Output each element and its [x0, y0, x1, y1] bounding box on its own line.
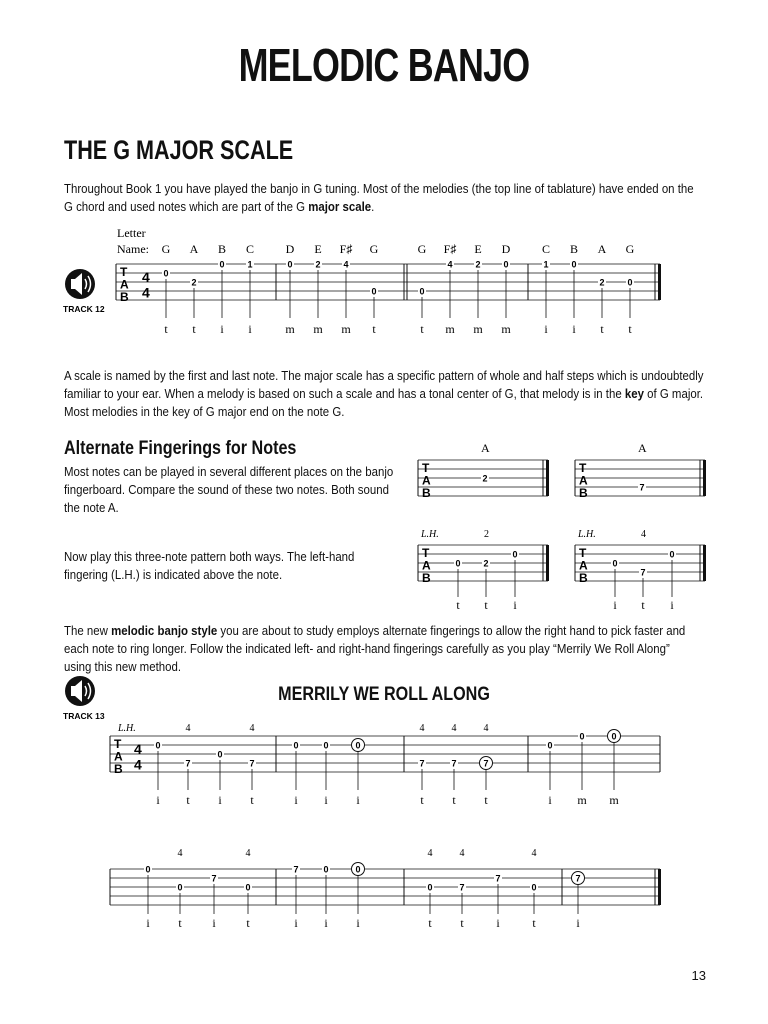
tab-clef-a: A: [114, 749, 123, 764]
fret-number: 0: [245, 882, 251, 893]
fret-number: 0: [419, 286, 425, 297]
fret-number: 0: [512, 549, 518, 560]
alt-line-3: the note A.: [64, 500, 119, 515]
rh-fingering: t: [456, 598, 460, 612]
rh-fingering: t: [164, 322, 168, 336]
rh-fingering: t: [178, 916, 182, 930]
fret-number: 0: [355, 864, 361, 875]
fret-number: 0: [611, 731, 617, 742]
rh-fingering: i: [356, 793, 360, 807]
lh-fingering: 4: [427, 848, 433, 859]
rh-fingering: t: [600, 322, 604, 336]
fret-number: 7: [419, 758, 425, 769]
rh-fingering: t: [532, 916, 536, 930]
tab-clef-a: A: [579, 558, 588, 573]
scale-note-letter: E: [474, 242, 482, 256]
scale-note-letter: B: [569, 242, 579, 256]
rh-fingering: i: [670, 598, 674, 612]
time-sig-bottom: 4: [142, 284, 150, 301]
scale-text-end: of G major.: [643, 386, 704, 401]
fret-number: 0: [547, 740, 553, 751]
fret-number: 0: [217, 749, 223, 760]
intro-bold: major scale: [308, 199, 372, 214]
time-sig-top: 4: [134, 741, 142, 758]
letter-label: Letter: [117, 226, 146, 240]
note-a-label-2: A: [638, 441, 647, 455]
pattern-final-bar-thick: [546, 545, 549, 581]
rh-fingering: t: [372, 322, 376, 336]
tab-clef-t: T: [114, 737, 122, 751]
tab-clef-b: B: [579, 486, 588, 501]
intro-end: .: [371, 199, 375, 214]
scale-note-letter: C: [245, 242, 255, 256]
tab-clef-a: A: [579, 473, 588, 488]
rh-fingering: i: [544, 322, 548, 336]
track-13-label: TRACK 13: [63, 711, 105, 721]
name-label: Name:: [117, 242, 149, 256]
fret-number: 1: [247, 259, 253, 270]
scale-note-letter: A: [597, 242, 607, 256]
fret-number: 0: [579, 731, 585, 742]
fret-number: 7: [640, 567, 646, 578]
fret-number: 4: [343, 259, 349, 270]
scale-note-letter: D: [501, 242, 511, 256]
time-sig-top: 4: [142, 269, 150, 286]
fret-number: 2: [599, 277, 605, 288]
tab-clef-t: T: [579, 546, 587, 560]
mel-text-2: you are about to study employs alternate fingerings to allow the right hand to pick faster and: [217, 623, 686, 638]
fret-number: 0: [371, 286, 377, 297]
rh-fingering: t: [460, 916, 464, 930]
rh-fingering: m: [473, 322, 483, 336]
rh-fingering: i: [496, 916, 500, 930]
fret-number: 2: [483, 558, 489, 569]
fret-number: 0: [427, 882, 433, 893]
song-final-bar-thick: [658, 869, 661, 905]
scale-note-letter: G: [625, 242, 635, 256]
rh-fingering: t: [246, 916, 250, 930]
scale-line-1: A scale is named by the first and last note. The major scale has a specific pattern of whole and half steps which is undoubtedly: [64, 368, 704, 383]
rh-fingering: t: [484, 793, 488, 807]
rh-fingering: i: [576, 916, 580, 930]
fret-number: 4: [447, 259, 453, 270]
rh-fingering: t: [628, 322, 632, 336]
rh-fingering: t: [192, 322, 196, 336]
rh-fingering: i: [513, 598, 517, 612]
intro-line-1: Throughout Book 1 you have played the banjo in G tuning. Most of the melodies (the top line of tablature) have ended on the: [64, 181, 694, 196]
fret-number: 0: [627, 277, 633, 288]
tab-clef-b: B: [422, 486, 431, 501]
rh-fingering: i: [220, 322, 224, 336]
fret-number: 0: [455, 558, 461, 569]
rh-fingering: m: [609, 793, 619, 807]
rh-fingering: i: [324, 916, 328, 930]
rh-fingering: i: [156, 793, 160, 807]
lh-fingering: 4: [419, 723, 425, 734]
melodic-style-bold: melodic banjo style: [111, 623, 218, 638]
rh-fingering: i: [356, 916, 360, 930]
rh-fingering: i: [294, 916, 298, 930]
fret-number: 0: [177, 882, 183, 893]
fret-number: 2: [315, 259, 321, 270]
fret-number: 0: [155, 740, 161, 751]
intro-text: G chord and used notes which are part of the G: [64, 199, 309, 214]
rh-fingering: t: [186, 793, 190, 807]
fret-number: 7: [451, 758, 457, 769]
alt2-line-1: Now play this three-note pattern both ways. The left-hand: [64, 549, 355, 564]
song-title: MERRILY WE ROLL ALONG: [278, 684, 490, 705]
scale-line-3: Most melodies in the key of G major end on the note G.: [64, 404, 345, 419]
fret-number: 2: [482, 473, 488, 484]
rh-fingering: m: [577, 793, 587, 807]
fret-number: 0: [612, 558, 618, 569]
lh-fingering: 4: [185, 723, 191, 734]
alt-line-2: fingerboard. Compare the sound of these two notes. Both sound: [64, 482, 389, 497]
tab-clef-a: A: [422, 558, 431, 573]
scale-text: familiar to your ear. When a melody is based on such a scale and has a tonal center of G, that melody is in the: [64, 386, 625, 401]
fret-number: 0: [355, 740, 361, 751]
fret-number: 0: [503, 259, 509, 270]
rh-fingering: i: [548, 793, 552, 807]
lh-fingering: 4: [451, 723, 457, 734]
lh-fingering: 4: [245, 848, 251, 859]
fret-number: 0: [531, 882, 537, 893]
rh-fingering: i: [572, 322, 576, 336]
tab-clef-b: B: [422, 571, 431, 586]
lh-finger-2: 2: [484, 529, 489, 540]
lh-fingering: 4: [249, 723, 255, 734]
section-heading-alternate-fingerings: Alternate Fingerings for Notes: [64, 438, 297, 459]
speaker-icon[interactable]: [65, 676, 95, 706]
final-bar-thick: [658, 264, 661, 300]
tab-clef-b: B: [579, 571, 588, 586]
lh-label-1: L.H.: [421, 529, 439, 540]
tab-clef-a: A: [120, 277, 129, 292]
tab-clef-b: B: [120, 290, 129, 305]
rh-fingering: t: [250, 793, 254, 807]
note-a-label-1: A: [481, 441, 490, 455]
rh-fingering: i: [146, 916, 150, 930]
tab-clef-t: T: [120, 265, 128, 279]
alt2-line-2: fingering (L.H.) is indicated above the note.: [64, 567, 283, 582]
rh-fingering: m: [313, 322, 323, 336]
fret-number: 0: [293, 740, 299, 751]
scale-note-letter: F♯: [339, 242, 353, 256]
scale-note-letter: G: [369, 242, 379, 256]
rh-fingering: t: [428, 916, 432, 930]
fret-number: 7: [185, 758, 191, 769]
lh-label-song: L.H.: [118, 723, 136, 734]
page-title: MELODIC BANJO: [238, 39, 530, 91]
lh-fingering: 4: [459, 848, 465, 859]
tab-clef-t: T: [579, 461, 587, 475]
rh-fingering: m: [445, 322, 455, 336]
section-heading-g-major-scale: THE G MAJOR SCALE: [64, 135, 294, 165]
rh-fingering: m: [501, 322, 511, 336]
fret-number: 0: [287, 259, 293, 270]
rh-fingering: i: [248, 322, 252, 336]
fret-number: 7: [575, 873, 581, 884]
rh-fingering: i: [613, 598, 617, 612]
rh-fingering: i: [218, 793, 222, 807]
key-bold: key: [624, 386, 644, 401]
fret-number: 7: [293, 864, 299, 875]
fret-number: 0: [145, 864, 151, 875]
scale-note-letter: A: [189, 242, 199, 256]
tab-clef-t: T: [422, 546, 430, 560]
rh-fingering: i: [324, 793, 328, 807]
scale-note-letter: F♯: [443, 242, 457, 256]
rh-fingering: i: [212, 916, 216, 930]
rh-fingering: t: [484, 598, 488, 612]
fret-number: 7: [249, 758, 255, 769]
time-sig-bottom: 4: [134, 756, 142, 773]
rh-fingering: m: [285, 322, 295, 336]
fret-number: 0: [571, 259, 577, 270]
alt-final-bar-thick: [703, 460, 706, 496]
scale-note-letter: G: [161, 242, 171, 256]
fret-number: 0: [163, 268, 169, 279]
mel-line-3: using this new method.: [64, 659, 182, 674]
page-number: 13: [691, 968, 706, 983]
mel-line-2: each note to ring longer. Follow the indicated left- and right-hand fingerings carefully as you play “Merrily We Roll Along”: [64, 641, 670, 656]
tab-clef-a: A: [422, 473, 431, 488]
pattern-final-bar-thick: [703, 545, 706, 581]
fret-number: 7: [483, 758, 489, 769]
lh-fingering: 4: [177, 848, 183, 859]
mel-text: The new: [64, 623, 112, 638]
scale-note-letter: B: [217, 242, 227, 256]
tab-clef-b: B: [114, 762, 123, 777]
track-12-label: TRACK 12: [63, 304, 105, 314]
lh-label-2: L.H.: [578, 529, 596, 540]
scale-note-letter: D: [285, 242, 295, 256]
fret-number: 2: [475, 259, 481, 270]
speaker-icon[interactable]: [65, 269, 95, 299]
scale-note-letter: G: [417, 242, 427, 256]
rh-fingering: t: [641, 598, 645, 612]
rh-fingering: i: [294, 793, 298, 807]
scale-note-letter: E: [314, 242, 322, 256]
fret-number: 2: [191, 277, 197, 288]
scale-note-letter: C: [541, 242, 551, 256]
fret-number: 0: [669, 549, 675, 560]
alt-line-1: Most notes can be played in several different places on the banjo: [64, 464, 394, 479]
rh-fingering: t: [452, 793, 456, 807]
lh-fingering: 4: [483, 723, 489, 734]
fret-number: 7: [459, 882, 465, 893]
fret-number: 0: [323, 740, 329, 751]
rh-fingering: t: [420, 793, 424, 807]
fret-number: 1: [543, 259, 549, 270]
tab-clef-t: T: [422, 461, 430, 475]
rh-fingering: t: [420, 322, 424, 336]
lh-fingering: 4: [531, 848, 537, 859]
fret-number: 7: [639, 482, 645, 493]
rh-fingering: m: [341, 322, 351, 336]
fret-number: 0: [219, 259, 225, 270]
alt-final-bar-thick: [546, 460, 549, 496]
fret-number: 0: [323, 864, 329, 875]
fret-number: 7: [211, 873, 217, 884]
fret-number: 7: [495, 873, 501, 884]
lh-finger-4: 4: [641, 529, 646, 540]
